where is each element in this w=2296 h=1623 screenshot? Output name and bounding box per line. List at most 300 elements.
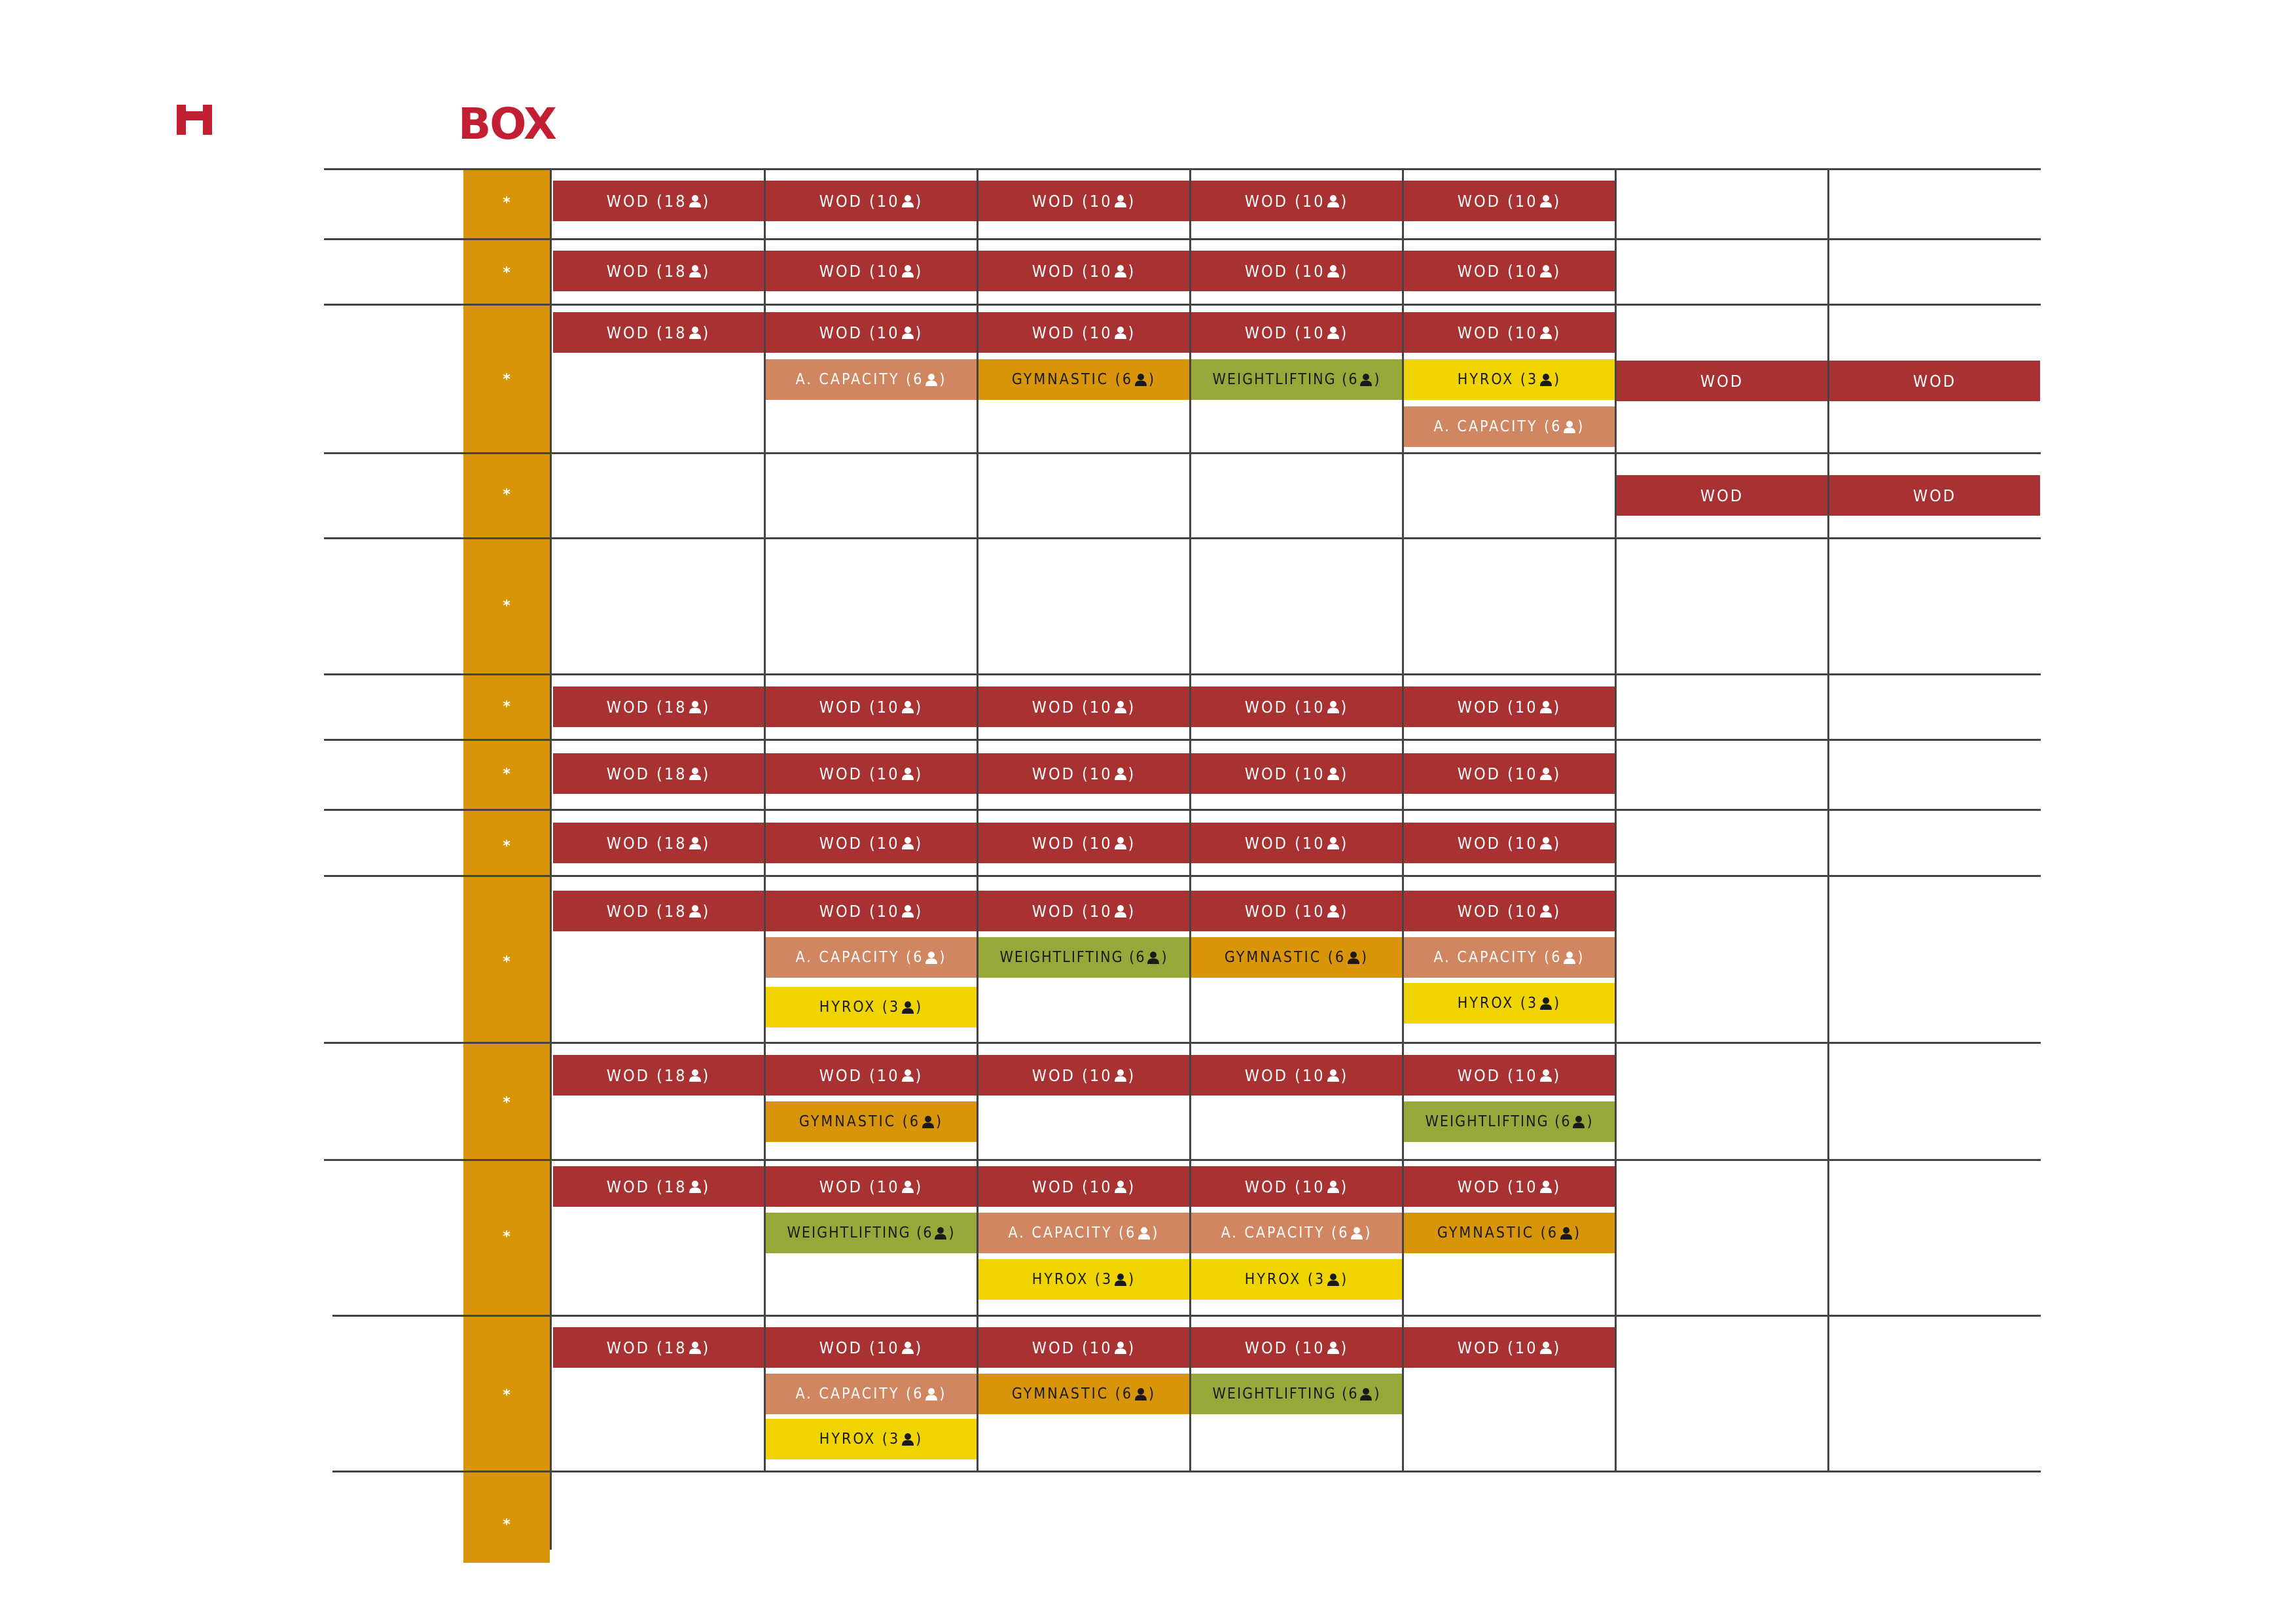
- session-label: A. CAPACITY (6: [1433, 949, 1562, 966]
- session-wl-block[interactable]: [1404, 1101, 1615, 1142]
- person-icon: [922, 1115, 935, 1128]
- person-icon: [1114, 264, 1127, 277]
- session-label-suffix: ): [1128, 764, 1136, 783]
- person-icon: [1359, 373, 1372, 386]
- grid-row-line: [324, 673, 2041, 675]
- session-wod-block[interactable]: [1191, 251, 1402, 291]
- grid-row-line: [324, 537, 2041, 539]
- person-icon: [689, 194, 702, 207]
- session-wod-block[interactable]: [1829, 361, 2040, 401]
- session-label-suffix: ): [702, 901, 711, 921]
- session-label-suffix: ): [1128, 1271, 1136, 1288]
- session-label-suffix: ): [1128, 191, 1136, 211]
- session-wod-block[interactable]: [766, 251, 977, 291]
- time-slot-marker: *: [503, 1094, 511, 1111]
- session-wod-block[interactable]: [978, 891, 1189, 931]
- session-label: WOD (10: [1031, 833, 1113, 853]
- session-wod-block[interactable]: [766, 1327, 977, 1368]
- person-icon: [901, 1069, 914, 1082]
- session-label-suffix: ): [1340, 261, 1349, 281]
- session-wod-block[interactable]: [978, 1327, 1189, 1368]
- session-wod-block[interactable]: [1191, 753, 1402, 794]
- session-label-suffix: ): [1340, 1177, 1349, 1196]
- session-label-suffix: ): [1361, 949, 1369, 966]
- session-label: WOD (10: [819, 833, 900, 853]
- session-wod-block[interactable]: [553, 1055, 764, 1096]
- session-wod-block[interactable]: [553, 181, 764, 221]
- session-label-suffix: ): [1553, 833, 1562, 853]
- session-wod-block[interactable]: [766, 891, 977, 931]
- logo-icon: [177, 105, 212, 135]
- session-label: A. CAPACITY (6: [1221, 1224, 1350, 1241]
- session-label: WEIGHTLIFTING (6: [1425, 1113, 1571, 1130]
- person-icon: [901, 1341, 914, 1354]
- session-gym-block[interactable]: [1404, 1213, 1615, 1253]
- session-label-suffix: ): [915, 833, 924, 853]
- session-label-suffix: ): [1128, 261, 1136, 281]
- person-icon: [925, 1387, 938, 1400]
- person-icon: [689, 904, 702, 918]
- grid-row-line: [324, 1159, 2041, 1161]
- session-wod-block[interactable]: [766, 687, 977, 727]
- session-label: WOD (10: [1031, 1338, 1113, 1357]
- person-icon: [1114, 194, 1127, 207]
- time-slot-marker: *: [503, 371, 511, 388]
- session-wod-block[interactable]: [978, 687, 1189, 727]
- person-icon: [901, 194, 914, 207]
- person-icon: [1327, 1341, 1340, 1354]
- person-icon: [1114, 1341, 1127, 1354]
- session-wod-block[interactable]: [978, 823, 1189, 863]
- person-icon: [1138, 1226, 1151, 1240]
- session-wod-block[interactable]: [1404, 181, 1615, 221]
- time-slot-marker: *: [503, 698, 511, 715]
- session-label: WEIGHTLIFTING (6: [1212, 371, 1359, 388]
- time-slot-marker: *: [503, 954, 511, 971]
- session-wod-block[interactable]: [1404, 1055, 1615, 1096]
- session-gym-block[interactable]: [766, 1101, 977, 1142]
- person-icon: [1327, 1069, 1340, 1082]
- session-label-suffix: ): [1152, 1224, 1160, 1241]
- person-icon: [1539, 1069, 1552, 1082]
- person-icon: [901, 904, 914, 918]
- person-icon: [1114, 1180, 1127, 1193]
- session-label: WOD: [1912, 371, 1957, 391]
- time-slot-marker: *: [503, 1387, 511, 1404]
- session-wod-block[interactable]: [1404, 753, 1615, 794]
- session-label: WOD (10: [1457, 323, 1538, 342]
- session-wod-block[interactable]: [766, 312, 977, 353]
- session-wod-block[interactable]: [553, 1166, 764, 1207]
- person-icon: [1539, 997, 1552, 1010]
- session-label: WOD (18: [606, 764, 687, 783]
- grid-row-line: [324, 304, 2041, 306]
- session-label-suffix: ): [1553, 191, 1562, 211]
- session-label: HYROX (3: [1244, 1271, 1326, 1288]
- session-label-suffix: ): [915, 191, 924, 211]
- session-hyx-block[interactable]: [766, 1419, 977, 1459]
- person-icon: [1114, 1273, 1127, 1286]
- session-acap-block[interactable]: [978, 1213, 1189, 1253]
- session-label: WOD (10: [1244, 1338, 1325, 1357]
- session-label-suffix: ): [1553, 1065, 1562, 1085]
- session-label: WOD (10: [1244, 1177, 1325, 1196]
- session-wod-block[interactable]: [978, 181, 1189, 221]
- session-hyx-block[interactable]: [978, 1259, 1189, 1300]
- session-acap-block[interactable]: [766, 359, 977, 400]
- session-label: HYROX (3: [1457, 371, 1539, 388]
- person-icon: [1327, 1180, 1340, 1193]
- session-label: WOD (10: [819, 697, 900, 717]
- session-label-suffix: ): [915, 261, 924, 281]
- session-label: WOD (18: [606, 901, 687, 921]
- session-label-suffix: ): [1340, 697, 1349, 717]
- session-label-suffix: ): [1128, 1065, 1136, 1085]
- session-label-suffix: ): [1340, 323, 1349, 342]
- person-icon: [925, 373, 938, 386]
- session-wod-block[interactable]: [978, 1166, 1189, 1207]
- person-icon: [1327, 1273, 1340, 1286]
- grid-row-line: [332, 1315, 2041, 1317]
- session-wod-block[interactable]: [1191, 1055, 1402, 1096]
- session-acap-block[interactable]: [766, 1374, 977, 1414]
- person-icon: [1327, 194, 1340, 207]
- session-wod-block[interactable]: [1191, 1327, 1402, 1368]
- person-icon: [1327, 836, 1340, 849]
- session-label-suffix: ): [702, 833, 711, 853]
- session-wod-block[interactable]: [766, 1166, 977, 1207]
- session-label: WOD (10: [1244, 1065, 1325, 1085]
- session-hyx-block[interactable]: [1191, 1259, 1402, 1300]
- session-wod-block[interactable]: [766, 1055, 977, 1096]
- session-label: WOD (18: [606, 833, 687, 853]
- grid-row-line: [324, 739, 2041, 741]
- session-label: A. CAPACITY (6: [795, 371, 924, 388]
- session-label: GYMNASTIC (6: [1437, 1224, 1559, 1241]
- session-label: WOD (10: [1244, 697, 1325, 717]
- session-label: WOD (18: [606, 191, 687, 211]
- session-wod-block[interactable]: [1191, 181, 1402, 221]
- session-wod-block[interactable]: [1617, 475, 1827, 516]
- session-label: WOD (10: [1457, 1177, 1538, 1196]
- person-icon: [901, 700, 914, 713]
- person-icon: [901, 326, 914, 339]
- session-label: WOD (10: [1031, 697, 1113, 717]
- session-label-suffix: ): [1365, 1224, 1372, 1241]
- person-icon: [1539, 373, 1552, 386]
- session-label-suffix: ): [702, 764, 711, 783]
- grid-row-line: [324, 452, 2041, 454]
- session-label: WOD (10: [819, 261, 900, 281]
- session-label-suffix: ): [948, 1224, 956, 1241]
- grid-row-line: [324, 238, 2041, 240]
- session-wod-block[interactable]: [553, 312, 764, 353]
- session-label-suffix: ): [1374, 1385, 1381, 1402]
- person-icon: [901, 264, 914, 277]
- session-label: WOD (10: [1457, 833, 1538, 853]
- session-label: HYROX (3: [1457, 995, 1539, 1012]
- session-acap-block[interactable]: [1404, 406, 1615, 447]
- session-label-suffix: ): [1574, 1224, 1582, 1241]
- session-label-suffix: ): [939, 949, 947, 966]
- session-label: WOD (10: [1244, 833, 1325, 853]
- session-label: WOD (10: [1457, 191, 1538, 211]
- session-wod-block[interactable]: [978, 312, 1189, 353]
- session-label: WOD (10: [1244, 901, 1325, 921]
- session-label-suffix: ): [915, 1338, 924, 1357]
- session-wod-block[interactable]: [1829, 475, 2040, 516]
- session-label: WOD (10: [1457, 697, 1538, 717]
- session-wod-block[interactable]: [1404, 687, 1615, 727]
- session-label: WEIGHTLIFTING (6: [1212, 1385, 1359, 1402]
- person-icon: [689, 1069, 702, 1082]
- person-icon: [1114, 767, 1127, 780]
- session-label-suffix: ): [1128, 833, 1136, 853]
- session-label-suffix: ): [1161, 949, 1168, 966]
- session-label-suffix: ): [1553, 764, 1562, 783]
- session-label: WOD (10: [1457, 1338, 1538, 1357]
- session-label: WOD: [1700, 486, 1744, 505]
- session-wod-block[interactable]: [1404, 312, 1615, 353]
- session-label-suffix: ): [1340, 1065, 1349, 1085]
- session-label-suffix: ): [1128, 697, 1136, 717]
- session-acap-block[interactable]: [766, 937, 977, 978]
- person-icon: [689, 836, 702, 849]
- session-label: WOD (10: [1244, 323, 1325, 342]
- session-label: GYMNASTIC (6: [1011, 371, 1134, 388]
- session-label: WOD (10: [819, 1177, 900, 1196]
- session-label-suffix: ): [1553, 261, 1562, 281]
- time-slot-marker: *: [503, 1516, 511, 1533]
- session-wod-block[interactable]: [553, 687, 764, 727]
- time-slot-marker: *: [503, 597, 511, 615]
- session-label-suffix: ): [1340, 1338, 1349, 1357]
- session-wod-block[interactable]: [553, 1327, 764, 1368]
- session-wl-block[interactable]: [1191, 1374, 1402, 1414]
- time-slot-marker: *: [503, 264, 511, 281]
- session-label-suffix: ): [915, 323, 924, 342]
- grid-row-line: [324, 168, 2041, 170]
- person-icon: [1359, 1387, 1372, 1400]
- session-label: WOD (10: [1244, 764, 1325, 783]
- session-gym-block[interactable]: [1191, 937, 1402, 978]
- session-label-suffix: ): [1554, 995, 1562, 1012]
- person-icon: [1327, 767, 1340, 780]
- session-label-suffix: ): [702, 261, 711, 281]
- session-wod-block[interactable]: [1617, 361, 1827, 401]
- session-wod-block[interactable]: [1404, 251, 1615, 291]
- session-label-suffix: ): [939, 1385, 947, 1402]
- session-label: WOD (18: [606, 1177, 687, 1196]
- session-label-suffix: ): [1577, 418, 1585, 435]
- session-label: WOD (10: [819, 1338, 900, 1357]
- person-icon: [1350, 1226, 1363, 1240]
- session-label-suffix: ): [702, 323, 711, 342]
- person-icon: [689, 1341, 702, 1354]
- session-hyx-block[interactable]: [1404, 983, 1615, 1024]
- person-icon: [1539, 767, 1552, 780]
- person-icon: [1539, 264, 1552, 277]
- session-label-suffix: ): [1553, 1338, 1562, 1357]
- session-label-suffix: ): [1340, 764, 1349, 783]
- person-icon: [901, 1001, 914, 1014]
- session-label-suffix: ): [1553, 697, 1562, 717]
- session-wl-block[interactable]: [766, 1213, 977, 1253]
- session-label: WOD (10: [1031, 1065, 1113, 1085]
- session-label-suffix: ): [1374, 371, 1381, 388]
- person-icon: [1114, 836, 1127, 849]
- session-label: WOD (10: [1031, 261, 1113, 281]
- session-label: WOD (18: [606, 1065, 687, 1085]
- time-slot-marker: *: [503, 1228, 511, 1245]
- session-label-suffix: ): [1128, 1338, 1136, 1357]
- session-label-suffix: ): [1587, 1113, 1594, 1130]
- session-hyx-block[interactable]: [766, 987, 977, 1027]
- session-gym-block[interactable]: [978, 1374, 1189, 1414]
- person-icon: [1134, 1387, 1147, 1400]
- session-label: WOD (10: [1031, 764, 1113, 783]
- session-wod-block[interactable]: [978, 251, 1189, 291]
- person-icon: [689, 264, 702, 277]
- grid-row-line: [324, 1042, 2041, 1044]
- session-label: WOD (10: [819, 901, 900, 921]
- session-label-suffix: ): [1149, 371, 1157, 388]
- person-icon: [1327, 904, 1340, 918]
- time-slot-marker: *: [503, 838, 511, 855]
- session-wod-block[interactable]: [553, 753, 764, 794]
- session-label-suffix: ): [915, 1065, 924, 1085]
- person-icon: [1327, 700, 1340, 713]
- person-icon: [1114, 700, 1127, 713]
- session-label: WOD (10: [1031, 901, 1113, 921]
- session-label-suffix: ): [702, 191, 711, 211]
- session-label-suffix: ): [702, 1177, 711, 1196]
- session-wod-block[interactable]: [1191, 687, 1402, 727]
- session-label: GYMNASTIC (6: [1011, 1385, 1134, 1402]
- session-wod-block[interactable]: [553, 251, 764, 291]
- grid-row-line: [324, 809, 2041, 811]
- person-icon: [1539, 194, 1552, 207]
- session-wod-block[interactable]: [766, 181, 977, 221]
- session-wod-block[interactable]: [1404, 1166, 1615, 1207]
- grid-column-line: [550, 169, 552, 1550]
- session-label-suffix: ): [1340, 833, 1349, 853]
- session-wod-block[interactable]: [553, 891, 764, 931]
- page-title: BOX: [458, 99, 556, 149]
- person-icon: [1563, 951, 1576, 964]
- session-label: WOD (10: [1244, 191, 1325, 211]
- person-icon: [1327, 264, 1340, 277]
- session-wl-block[interactable]: [978, 937, 1189, 978]
- session-wod-block[interactable]: [1404, 891, 1615, 931]
- session-label-suffix: ): [1149, 1385, 1157, 1402]
- session-label: WOD (18: [606, 323, 687, 342]
- session-label: WOD (10: [819, 764, 900, 783]
- person-icon: [901, 767, 914, 780]
- person-icon: [1539, 700, 1552, 713]
- session-label: A. CAPACITY (6: [795, 949, 924, 966]
- session-label: WOD (10: [819, 191, 900, 211]
- session-label-suffix: ): [1577, 949, 1585, 966]
- session-wod-block[interactable]: [1191, 823, 1402, 863]
- session-wod-block[interactable]: [1404, 1327, 1615, 1368]
- person-icon: [1134, 373, 1147, 386]
- session-wod-block[interactable]: [1191, 1166, 1402, 1207]
- session-label: WOD (18: [606, 697, 687, 717]
- person-icon: [901, 836, 914, 849]
- session-label-suffix: ): [702, 697, 711, 717]
- session-label-suffix: ): [1553, 323, 1562, 342]
- time-slot-marker: *: [503, 486, 511, 503]
- person-icon: [689, 326, 702, 339]
- session-label-suffix: ): [915, 901, 924, 921]
- session-label-suffix: ): [915, 697, 924, 717]
- session-label-suffix: ): [1553, 901, 1562, 921]
- session-label-suffix: ): [915, 1177, 924, 1196]
- person-icon: [1114, 1069, 1127, 1082]
- session-gym-block[interactable]: [978, 359, 1189, 400]
- person-icon: [901, 1180, 914, 1193]
- person-icon: [1539, 326, 1552, 339]
- session-label-suffix: ): [1553, 1177, 1562, 1196]
- session-wod-block[interactable]: [766, 823, 977, 863]
- session-label: HYROX (3: [819, 1431, 901, 1448]
- session-wod-block[interactable]: [766, 753, 977, 794]
- session-label-suffix: ): [702, 1338, 711, 1357]
- grid-row-line: [324, 875, 2041, 877]
- session-hyx-block[interactable]: [1404, 359, 1615, 400]
- session-label: A. CAPACITY (6: [1433, 418, 1562, 435]
- person-icon: [1347, 951, 1360, 964]
- session-label: WOD (10: [819, 1065, 900, 1085]
- session-wod-block[interactable]: [978, 1055, 1189, 1096]
- person-icon: [901, 1433, 914, 1446]
- session-label-suffix: ): [1341, 1271, 1349, 1288]
- session-acap-block[interactable]: [1191, 1213, 1402, 1253]
- person-icon: [1114, 326, 1127, 339]
- session-wod-block[interactable]: [1191, 312, 1402, 353]
- session-wod-block[interactable]: [553, 823, 764, 863]
- session-wod-block[interactable]: [1191, 891, 1402, 931]
- person-icon: [1572, 1115, 1585, 1128]
- session-label: WOD: [1912, 486, 1957, 505]
- session-label-suffix: ): [916, 1431, 924, 1448]
- session-label-suffix: ): [916, 999, 924, 1016]
- session-label: WOD (10: [1457, 1065, 1538, 1085]
- session-label-suffix: ): [1128, 1177, 1136, 1196]
- person-icon: [1539, 1180, 1552, 1193]
- session-label: WOD (10: [1457, 261, 1538, 281]
- person-icon: [1539, 836, 1552, 849]
- session-label: WOD (10: [1244, 261, 1325, 281]
- time-slot-marker: *: [503, 194, 511, 211]
- session-label-suffix: ): [915, 764, 924, 783]
- person-icon: [1114, 904, 1127, 918]
- session-label-suffix: ): [1340, 191, 1349, 211]
- session-wl-block[interactable]: [1191, 359, 1402, 400]
- person-icon: [1147, 951, 1160, 964]
- session-label: WOD (10: [1457, 764, 1538, 783]
- person-icon: [1539, 904, 1552, 918]
- session-wod-block[interactable]: [978, 753, 1189, 794]
- time-slot-marker: *: [503, 766, 511, 783]
- session-label-suffix: ): [939, 371, 947, 388]
- session-label-suffix: ): [1340, 901, 1349, 921]
- session-wod-block[interactable]: [1404, 823, 1615, 863]
- session-acap-block[interactable]: [1404, 937, 1615, 978]
- session-label: WOD (18: [606, 1338, 687, 1357]
- session-label: WOD (10: [1031, 1177, 1113, 1196]
